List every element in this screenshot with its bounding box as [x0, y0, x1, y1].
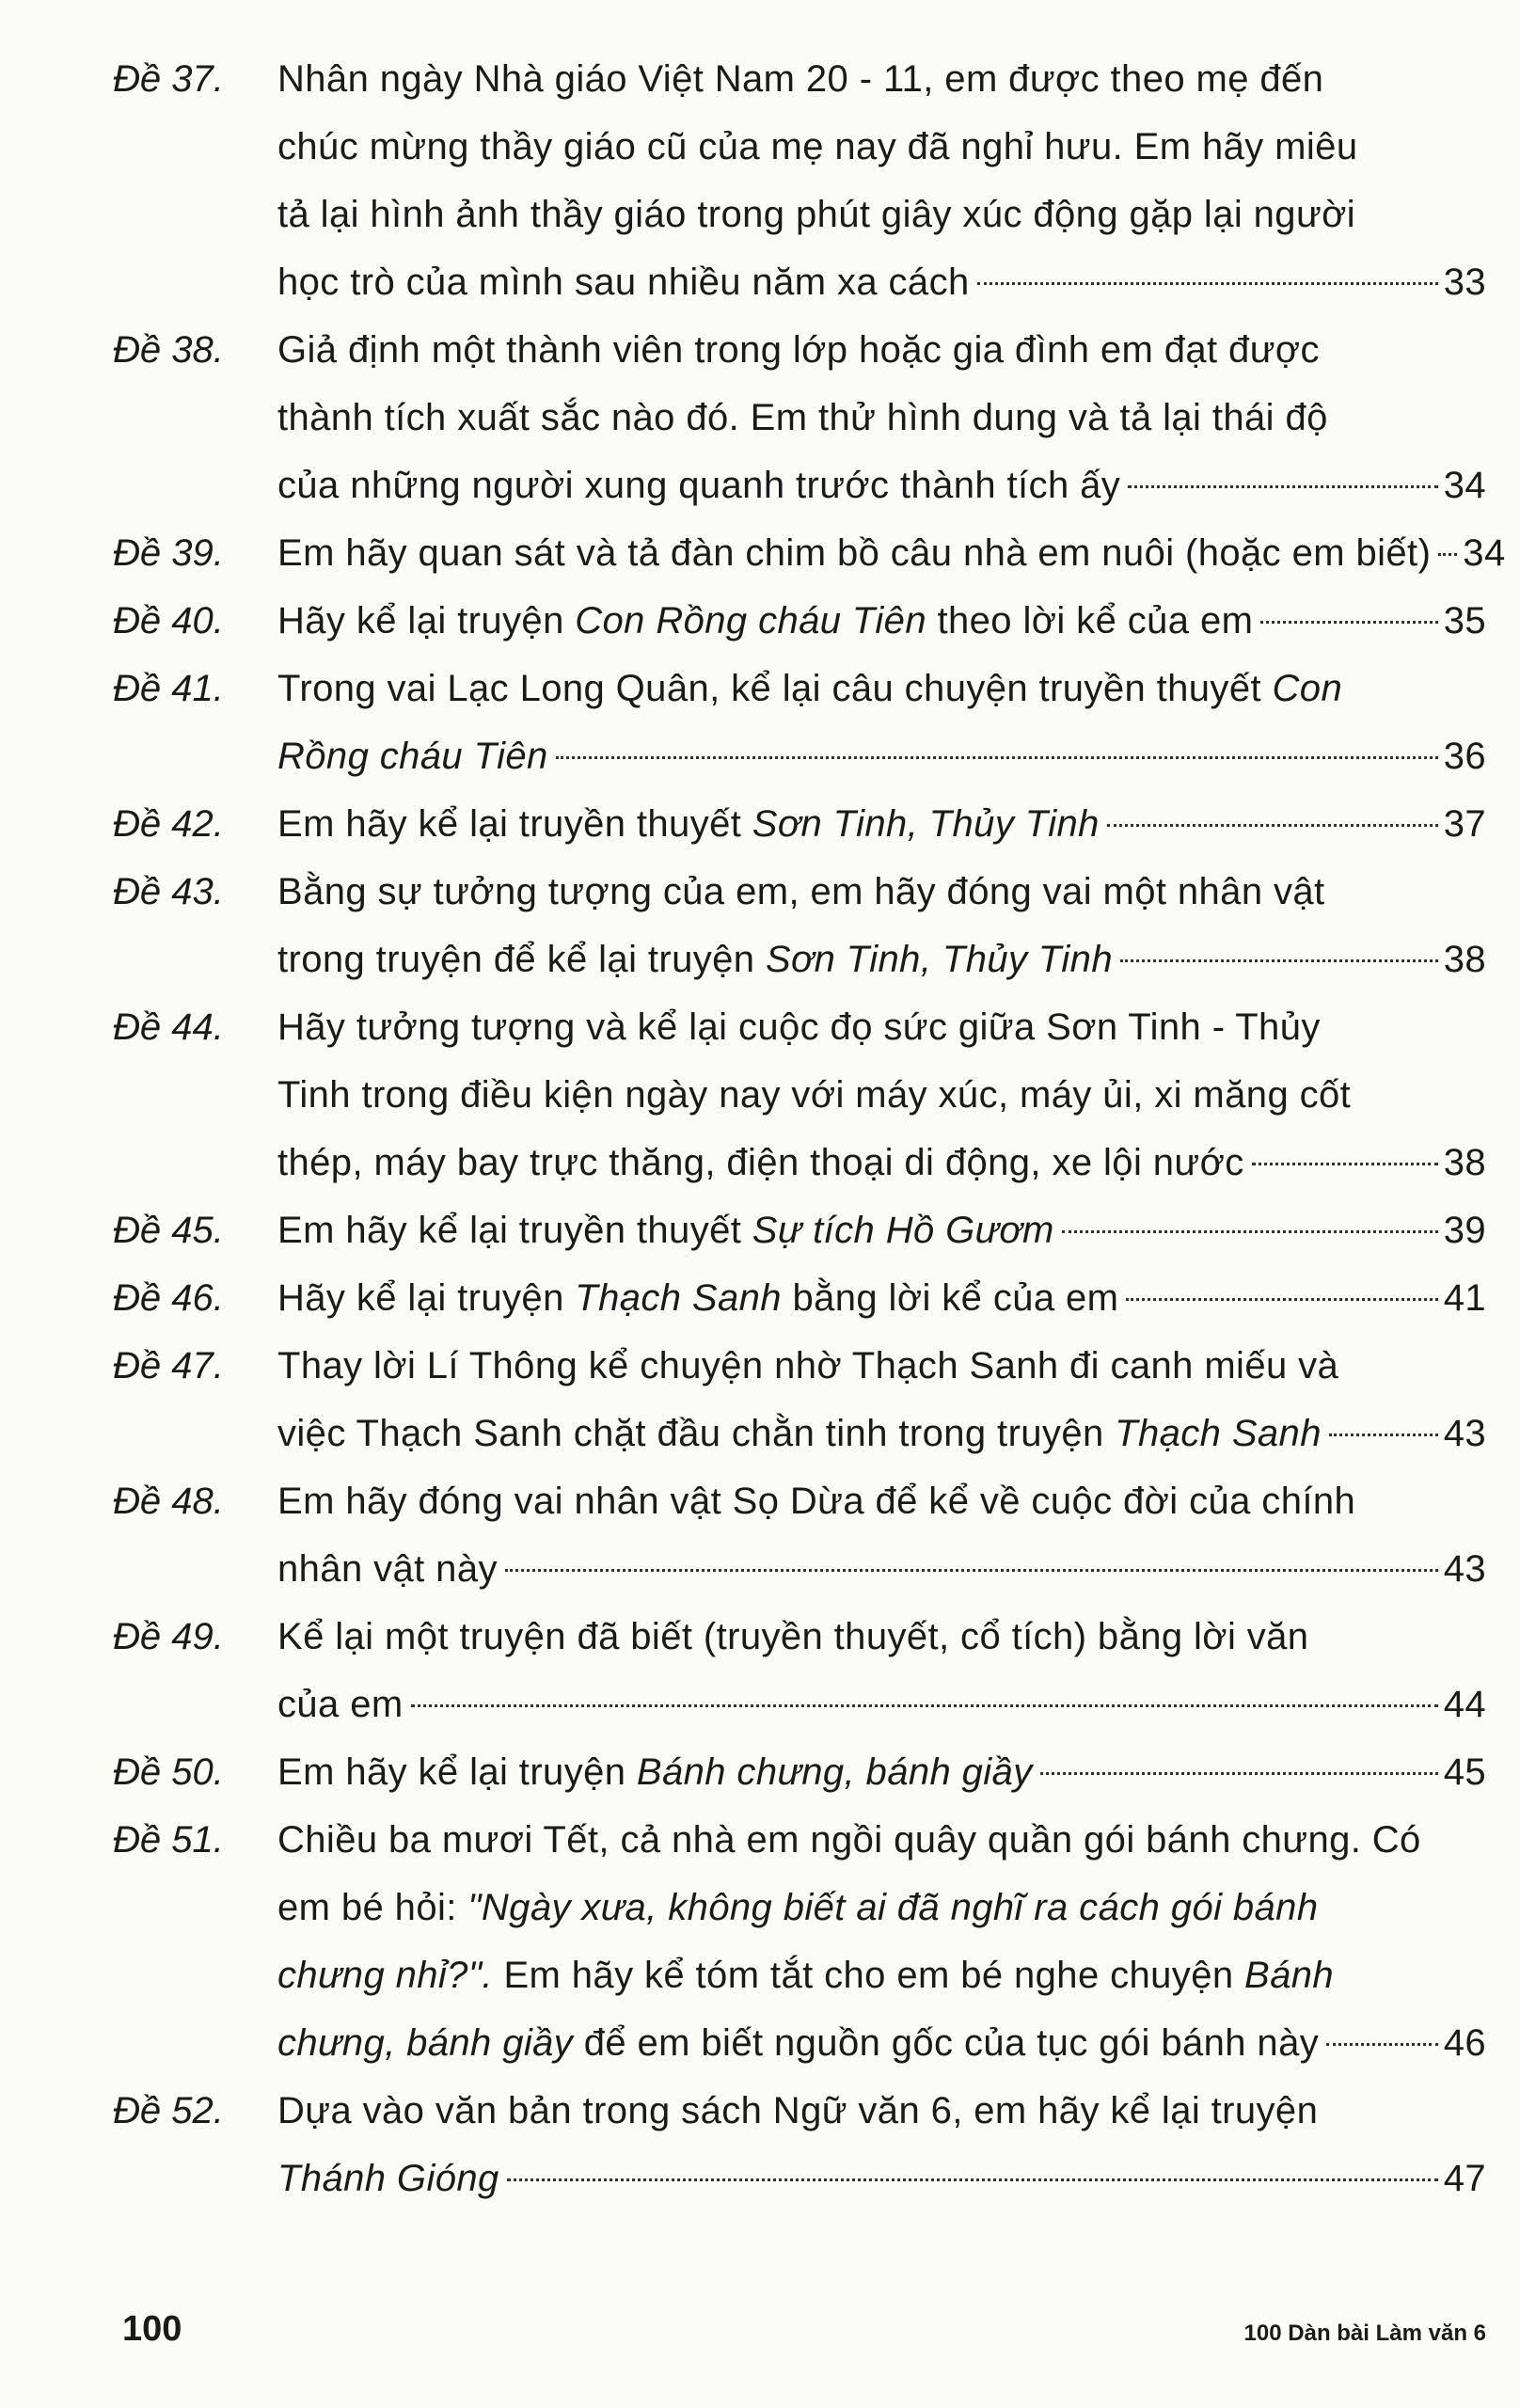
text-line — [277, 1061, 1486, 1129]
italic-title: chưng nhỉ?". — [277, 1955, 493, 1996]
text-line — [277, 655, 1486, 722]
toc-page-number: 44 — [1443, 1684, 1486, 1725]
dot-leader — [1126, 1298, 1437, 1301]
exercise-label: Đề 52. — [113, 2090, 224, 2131]
exercise-label: Đề 47. — [113, 1345, 224, 1386]
exercise-text — [277, 1603, 1486, 1738]
exercise-label: Đề 44. — [113, 1006, 224, 1048]
text-segment: Dựa vào văn bản trong sách Ngữ văn 6, em hãy kể lại truyện — [277, 2090, 1319, 2131]
text-line — [277, 858, 1486, 926]
exercise-label: Đề 46. — [113, 1277, 224, 1319]
toc-entry — [113, 1196, 1486, 1264]
text-segment: trong truyện để kể lại truyện — [277, 939, 766, 980]
text-segment: tả lại hình ảnh thầy giáo trong phút giây xúc động gặp lại người — [277, 194, 1356, 235]
text-line — [277, 993, 1486, 1061]
italic-title: Bánh chưng, bánh giầy — [636, 1751, 1033, 1793]
text-segment: Bằng sự tưởng tượng của em, em hãy đóng vai một nhân vật — [277, 871, 1325, 912]
toc-entry — [113, 993, 1486, 1196]
text-line — [277, 113, 1486, 181]
dot-leader — [505, 1569, 1438, 1572]
toc-entry — [113, 316, 1486, 519]
text-segment: Hãy tưởng tượng và kể lại cuộc đọ sức giữa Sơn Tinh - Thủy — [277, 1006, 1321, 1048]
toc-entry — [113, 587, 1486, 655]
exercise-text — [277, 1806, 1486, 2077]
text-segment: Em hãy kể lại truyện — [277, 1751, 637, 1793]
exercise-label: Đề 41. — [113, 668, 224, 709]
italic-title: Sơn Tinh, Thủy Tinh — [765, 939, 1113, 980]
toc-entry — [113, 45, 1486, 316]
dot-leader — [1107, 824, 1438, 827]
italic-title: Con Rồng cháu Tiên — [575, 600, 926, 642]
exercise-label: Đề 40. — [113, 600, 224, 642]
text-line — [277, 2077, 1486, 2145]
exercise-label: Đề 38. — [113, 329, 224, 371]
text-segment: Giả định một thành viên trong lớp hoặc gia đình em đạt được — [277, 329, 1320, 371]
exercise-text — [277, 45, 1486, 316]
text-segment: em bé hỏi: — [277, 1887, 468, 1928]
exercise-text — [277, 1332, 1486, 1467]
table-of-contents — [113, 45, 1506, 2212]
toc-entry — [113, 790, 1486, 858]
text-line — [277, 1400, 1486, 1467]
dot-leader — [977, 282, 1438, 285]
text-segment: Chiều ba mươi Tết, cả nhà em ngồi quây quần gói bánh chưng. Có — [277, 1819, 1421, 1861]
exercise-text — [277, 790, 1486, 858]
toc-entry — [113, 1806, 1486, 2077]
exercise-label: Đề 43. — [113, 871, 224, 912]
toc-page-number: 41 — [1443, 1277, 1486, 1319]
toc-entry — [113, 1332, 1486, 1467]
exercise-text — [277, 858, 1486, 993]
toc-page-number: 46 — [1443, 2022, 1486, 2064]
exercise-text — [277, 655, 1486, 790]
toc-page-number: 34 — [1443, 465, 1486, 506]
dot-leader — [411, 1704, 1438, 1707]
text-line — [277, 452, 1486, 519]
toc-page-number: 35 — [1443, 600, 1486, 642]
text-line — [277, 587, 1486, 655]
italic-title: Con — [1272, 668, 1343, 709]
text-segment: để em biết nguồn gốc của tục gói bánh này — [573, 2022, 1320, 2064]
exercise-label: Đề 42. — [113, 803, 224, 845]
italic-title: Thánh Gióng — [277, 2158, 499, 2199]
dot-leader — [1040, 1772, 1438, 1775]
text-segment: chúc mừng thầy giáo cũ của mẹ nay đã nghỉ hưu. Em hãy miêu — [277, 126, 1358, 167]
text-line — [277, 1196, 1486, 1264]
toc-entry — [113, 1467, 1486, 1603]
text-line — [277, 1671, 1486, 1738]
text-line — [277, 2009, 1486, 2077]
page-number: 100 — [122, 2309, 182, 2349]
text-segment: Kể lại một truyện đã biết (truyền thuyết, cổ tích) bằng lời văn — [277, 1616, 1309, 1657]
dot-leader — [556, 756, 1438, 759]
exercise-label: Đề 48. — [113, 1481, 224, 1522]
dot-leader — [1326, 2043, 1438, 2046]
text-segment: bằng lời kể của em — [781, 1277, 1119, 1319]
italic-title: Thạch Sanh — [1115, 1413, 1322, 1454]
text-line — [277, 1264, 1486, 1332]
text-line — [277, 1467, 1486, 1535]
text-line — [277, 2145, 1486, 2212]
text-segment: thép, máy bay trực thăng, điện thoại di động, xe lội nước — [277, 1142, 1244, 1183]
italic-title: Sự tích Hồ Gươm — [752, 1210, 1054, 1251]
text-segment: Trong vai Lạc Long Quân, kể lại câu chuyện truyền thuyết — [277, 668, 1273, 709]
text-segment: nhân vật này — [277, 1548, 498, 1590]
toc-entry — [113, 655, 1486, 790]
text-segment: Thay lời Lí Thông kể chuyện nhờ Thạch Sanh đi canh miếu và — [277, 1345, 1339, 1386]
text-line — [277, 722, 1486, 790]
text-segment: Em hãy quan sát và tả đàn chim bồ câu nhà em nuôi (hoặc em biết) — [277, 532, 1432, 574]
italic-title: Sơn Tinh, Thủy Tinh — [752, 803, 1100, 845]
text-segment: học trò của mình sau nhiều năm xa cách — [277, 261, 970, 303]
dot-leader — [507, 2178, 1438, 2181]
exercise-text — [277, 1738, 1486, 1806]
text-line — [277, 1806, 1486, 1874]
text-line — [277, 316, 1486, 384]
text-segment: Em hãy đóng vai nhân vật Sọ Dừa để kể về cuộc đời của chính — [277, 1481, 1356, 1522]
italic-title: Thạch Sanh — [575, 1277, 782, 1319]
toc-entry — [113, 2077, 1486, 2212]
dot-leader — [1252, 1163, 1438, 1165]
dot-leader — [1329, 1434, 1438, 1436]
page-footer — [122, 2309, 1486, 2350]
italic-title: "Ngày xưa, không biết ai đã nghĩ ra cách gói bánh — [467, 1887, 1319, 1928]
toc-entry — [113, 519, 1506, 587]
dot-leader — [1120, 959, 1438, 962]
exercise-text — [277, 993, 1486, 1196]
toc-page-number: 47 — [1443, 2158, 1486, 2199]
toc-page-number: 43 — [1443, 1548, 1486, 1590]
text-line — [277, 384, 1486, 452]
exercise-text — [277, 1467, 1486, 1603]
toc-page-number: 38 — [1443, 939, 1486, 980]
toc-page-number: 33 — [1443, 261, 1486, 303]
text-segment: Em hãy kể lại truyền thuyết — [277, 1210, 752, 1251]
text-line — [277, 1874, 1486, 1941]
book-title: 100 Dàn bài Làm văn 6 — [1243, 2321, 1486, 2346]
toc-page-number: 38 — [1443, 1142, 1486, 1183]
dot-leader — [1128, 485, 1438, 488]
text-segment: Nhân ngày Nhà giáo Việt Nam 20 - 11, em được theo mẹ đến — [277, 58, 1324, 100]
exercise-text — [277, 1264, 1486, 1332]
text-segment: của những người xung quanh trước thành tích ấy — [277, 465, 1121, 506]
text-segment: việc Thạch Sanh chặt đầu chằn tinh trong truyện — [277, 1413, 1116, 1454]
text-line — [277, 1603, 1486, 1671]
exercise-label: Đề 39. — [113, 532, 224, 574]
exercise-label: Đề 45. — [113, 1210, 224, 1251]
text-line — [277, 926, 1486, 993]
text-segment: theo lời kể của em — [926, 600, 1254, 642]
toc-entry — [113, 858, 1486, 993]
exercise-text — [277, 587, 1486, 655]
toc-page-number: 43 — [1443, 1413, 1486, 1454]
toc-page-number: 36 — [1443, 736, 1486, 777]
text-segment: Em hãy kể tóm tắt cho em bé nghe chuyện — [492, 1955, 1245, 1996]
text-line — [277, 45, 1486, 113]
text-segment: Tinh trong điều kiện ngày nay với máy xúc, máy ủi, xi măng cốt — [277, 1074, 1352, 1116]
text-segment: Hãy kể lại truyện — [277, 1277, 576, 1319]
toc-page-number: 37 — [1443, 803, 1486, 845]
dot-leader — [1438, 553, 1457, 556]
exercise-label: Đề 51. — [113, 1819, 224, 1861]
text-line — [277, 1738, 1486, 1806]
italic-title: Bánh — [1244, 1955, 1335, 1996]
exercise-label: Đề 49. — [113, 1616, 224, 1657]
text-segment: của em — [277, 1684, 404, 1725]
dot-leader — [1062, 1230, 1438, 1233]
exercise-text — [277, 2077, 1486, 2212]
text-segment: thành tích xuất sắc nào đó. Em thử hình dung và tả lại thái độ — [277, 397, 1328, 438]
dot-leader — [1260, 621, 1437, 624]
exercise-text — [277, 1196, 1486, 1264]
text-line — [277, 248, 1486, 316]
exercise-label: Đề 37. — [113, 58, 224, 100]
toc-entry — [113, 1264, 1486, 1332]
exercise-text — [277, 316, 1486, 519]
exercise-text — [277, 519, 1506, 587]
toc-entry — [113, 1603, 1486, 1738]
text-line — [277, 1332, 1486, 1400]
text-line — [277, 1941, 1486, 2009]
text-segment: Em hãy kể lại truyền thuyết — [277, 803, 752, 845]
text-line — [277, 790, 1486, 858]
italic-title: Rồng cháu Tiên — [277, 736, 548, 777]
toc-page-number: 34 — [1463, 532, 1506, 574]
toc-page-number: 39 — [1443, 1210, 1486, 1251]
exercise-label: Đề 50. — [113, 1751, 224, 1793]
text-line — [277, 1129, 1486, 1196]
italic-title: chưng, bánh giầy — [277, 2022, 574, 2064]
text-line — [277, 519, 1506, 587]
text-line — [277, 1535, 1486, 1603]
toc-entry — [113, 1738, 1486, 1806]
text-segment: Hãy kể lại truyện — [277, 600, 576, 642]
toc-page-number: 45 — [1443, 1751, 1486, 1793]
text-line — [277, 181, 1486, 248]
